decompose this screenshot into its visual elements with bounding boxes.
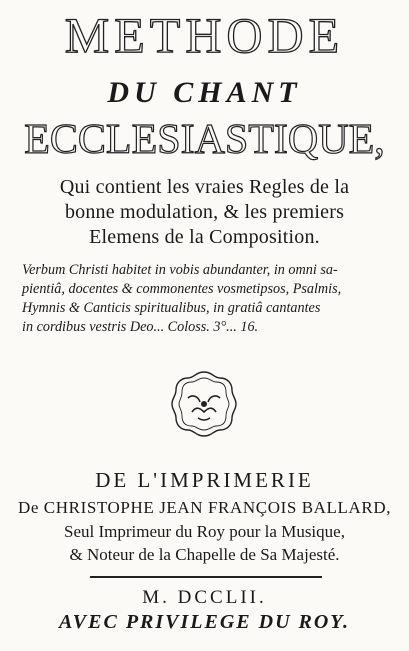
printer-device-ornament-icon (168, 368, 240, 440)
publication-year: M. DCCLII. (142, 587, 267, 608)
epigraph-line: Verbum Christi habitet in vobis abundanter, in omni sa- (22, 262, 338, 278)
subtitle-line: bonne modulation, & les premiers (64, 201, 345, 223)
subtitle-line: Elemens de la Composition. (89, 226, 320, 248)
imprint-printer-name: De CHRISTOPHE JEAN FRANÇOIS BALLARD, (17, 498, 392, 517)
epigraph-line: pientiâ, docentes & commonentes vosmetipsos, Psalmis, (22, 281, 342, 297)
imprint-printer-role: Seul Imprimeur du Roy pour la Musique, (64, 522, 345, 541)
title-line-methode: METHODE (64, 7, 345, 63)
subtitle-line: Qui contient les vraies Regles de la (59, 176, 350, 198)
royal-privilege: AVEC PRIVILEGE DU ROY. (58, 611, 351, 633)
title-line-ecclesiastique: ECCLESIASTIQUE, (24, 117, 385, 163)
epigraph-line: in cordibus vestris Deo... Coloss. 3°... 16. (22, 319, 259, 335)
title-line-du-chant: DU CHANT (107, 76, 302, 109)
imprint-printer-chapel: & Noteur de la Chapelle de Sa Majesté. (69, 545, 340, 564)
epigraph-line: Hymnis & Canticis spiritualibus, in gratiâ cantantes (22, 300, 321, 316)
imprint-heading: DE L'IMPRIMERIE (95, 468, 314, 492)
divider-rule (90, 576, 322, 578)
